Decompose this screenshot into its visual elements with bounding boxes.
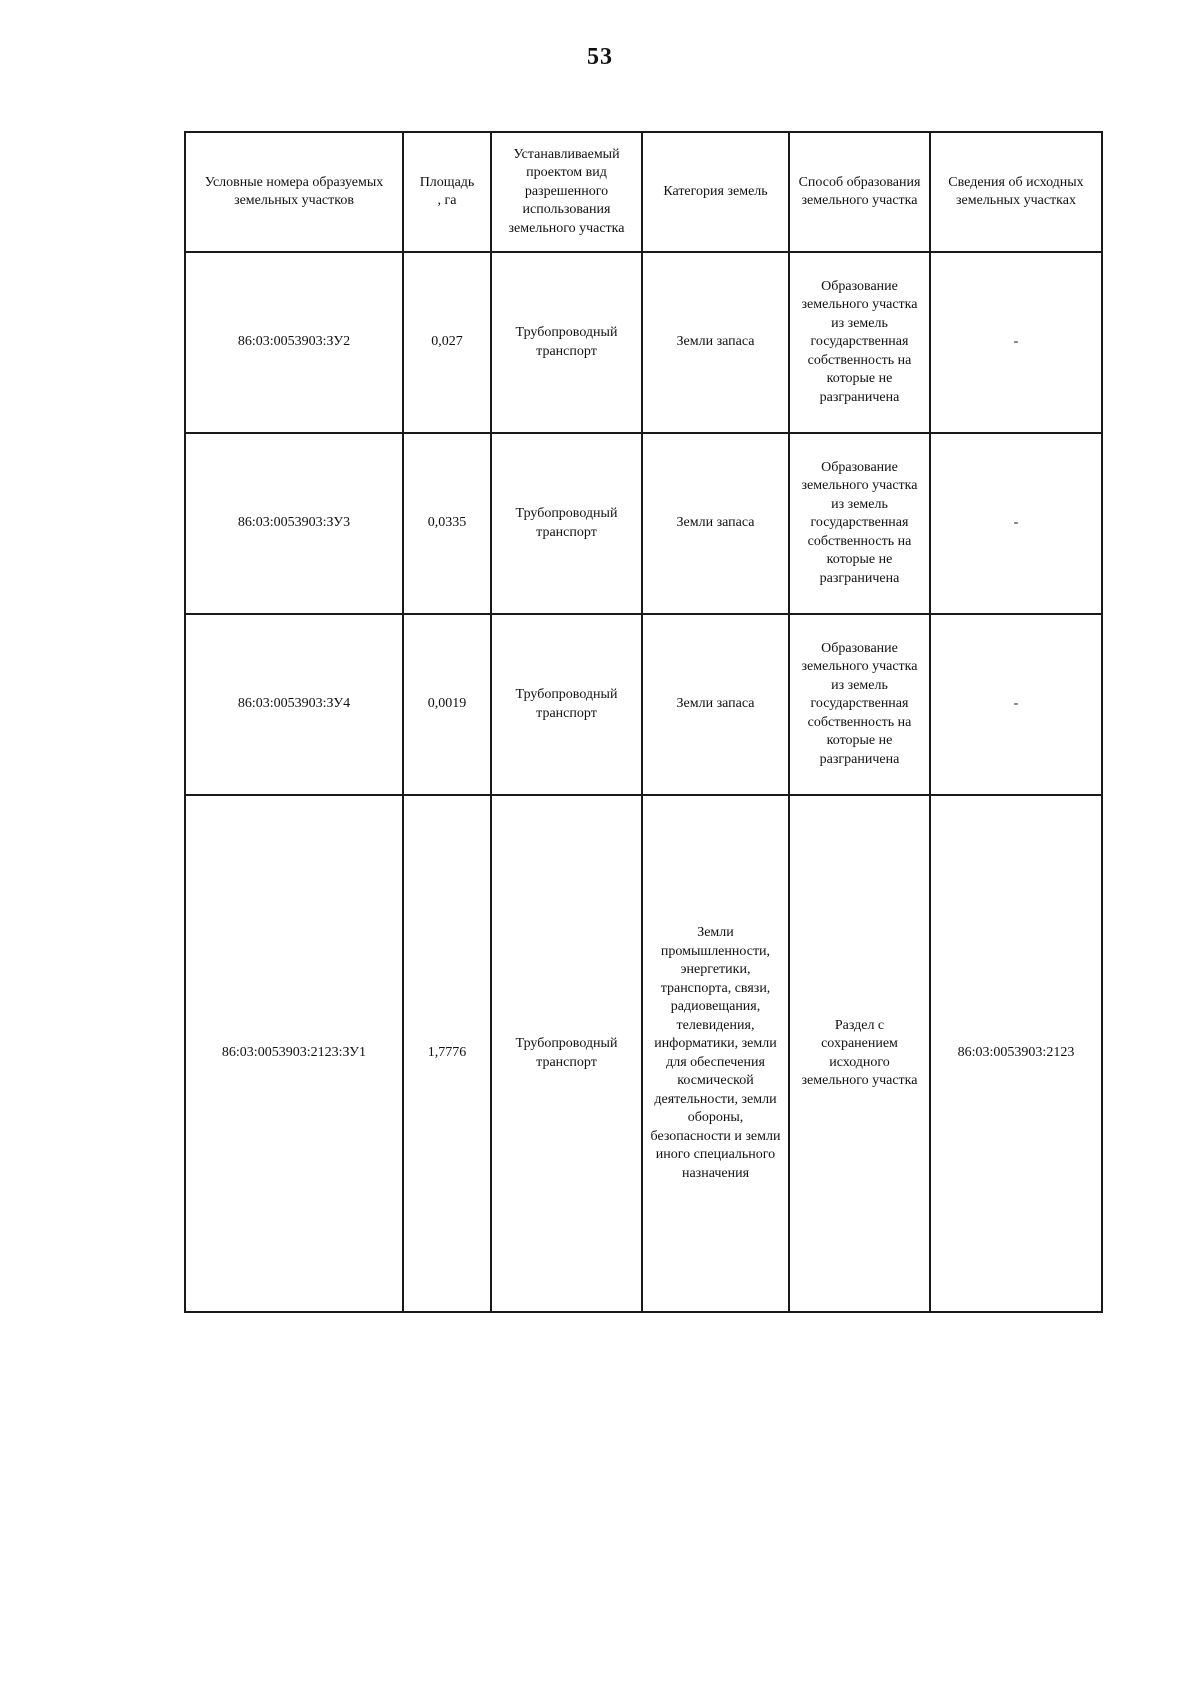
table-row (185, 433, 1102, 614)
header-permitted-use: Устанавливаемый проектом вид разрешенного использования земельного участка (491, 132, 642, 252)
cell-permitted-use: Трубопроводный транспорт (491, 252, 642, 433)
cell-permitted-use: Трубопроводный транспорт (491, 795, 642, 1312)
cell-land-category: Земли запаса (642, 614, 789, 795)
table-row (185, 614, 1102, 795)
cell-land-category: Земли запаса (642, 433, 789, 614)
table-row (185, 252, 1102, 433)
cell-plot-number: 86:03:0053903:ЗУ3 (185, 433, 403, 614)
cell-formation-method: Раздел с сохранением исходного земельного участка (789, 795, 930, 1312)
cell-permitted-use: Трубопроводный транспорт (491, 433, 642, 614)
header-source-plots: Сведения об исходных земельных участках (930, 132, 1102, 252)
cell-formation-method: Образование земельного участка из земель государственная собственность на которые не разграничена (789, 252, 930, 433)
header-area: Площадь , га (403, 132, 491, 252)
cell-source-plot: 86:03:0053903:2123 (930, 795, 1102, 1312)
cell-land-category: Земли промышленности, энергетики, транспорта, связи, радиовещания, телевидения, информатики, земли для обеспечения космической деятельности, земли обороны, безопасности и земли иного специального назначения (642, 795, 789, 1312)
cell-source-plot: - (930, 433, 1102, 614)
header-land-category: Категория земель (642, 132, 789, 252)
cell-plot-number: 86:03:0053903:ЗУ2 (185, 252, 403, 433)
cell-permitted-use: Трубопроводный транспорт (491, 614, 642, 795)
cell-plot-number: 86:03:0053903:ЗУ4 (185, 614, 403, 795)
header-plot-number: Условные номера образуемых земельных участков (185, 132, 403, 252)
header-formation-method: Способ образования земельного участка (789, 132, 930, 252)
cell-land-category: Земли запаса (642, 252, 789, 433)
cell-area: 1,7776 (403, 795, 491, 1312)
page-number: 53 (587, 44, 613, 70)
cell-plot-number: 86:03:0053903:2123:ЗУ1 (185, 795, 403, 1312)
cell-source-plot: - (930, 614, 1102, 795)
table-header-row (185, 132, 1102, 252)
cell-area: 0,027 (403, 252, 491, 433)
cell-source-plot: - (930, 252, 1102, 433)
land-plots-table (184, 131, 1103, 1313)
table-row (185, 795, 1102, 1312)
cell-formation-method: Образование земельного участка из земель государственная собственность на которые не разграничена (789, 614, 930, 795)
cell-formation-method: Образование земельного участка из земель государственная собственность на которые не разграничена (789, 433, 930, 614)
cell-area: 0,0335 (403, 433, 491, 614)
cell-area: 0,0019 (403, 614, 491, 795)
